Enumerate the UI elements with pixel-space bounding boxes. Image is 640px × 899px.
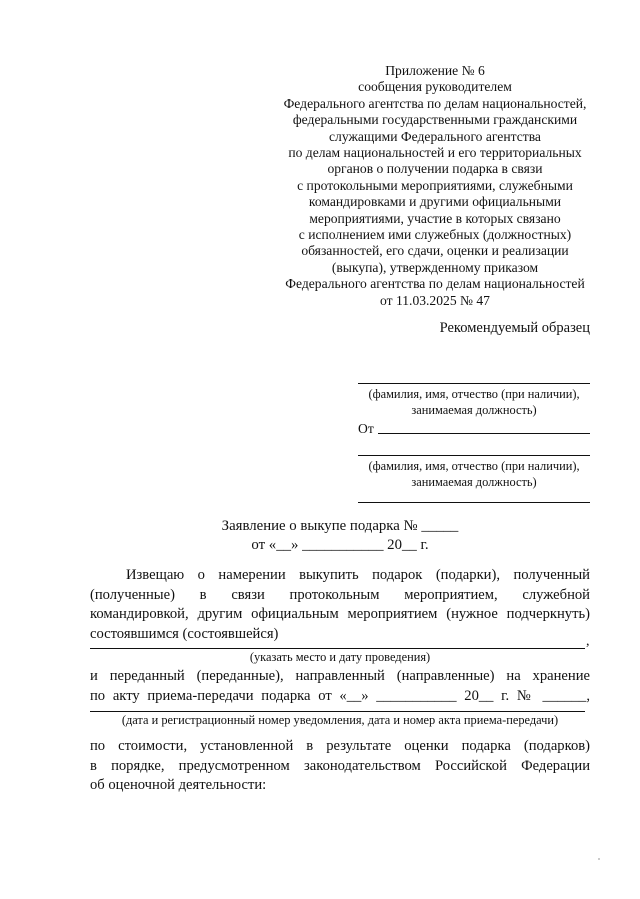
- place-fill-line: [90, 648, 585, 649]
- header-line: с протокольными мероприятиями, служебными: [297, 177, 573, 193]
- word: служебной: [522, 586, 590, 603]
- paragraph-line: состоявшимся (состоявшейся): [90, 625, 279, 642]
- paragraph-line: и переданный (переданные), направленный (направленные) на хранение: [90, 668, 590, 684]
- header-line: служащими Федерального агентства: [329, 128, 541, 144]
- header-line: федеральными государственными гражданскими: [292, 112, 578, 128]
- notice-caption: (дата и регистрационный номер уведомления, дата и номер акта приема-передачи): [121, 713, 559, 727]
- paragraph-intent: [90, 566, 590, 644]
- paragraph-transfer: [90, 667, 590, 706]
- word: мероприятием,: [404, 586, 498, 603]
- sample-label: Рекомендуемый образец: [439, 320, 590, 336]
- word: связи: [231, 586, 265, 603]
- paragraph-line: в порядке, предусмотренном законодательством Российской Федерации: [90, 757, 590, 774]
- paragraph-line: по стоимости, установленной в результате оценки подарка (подарков): [90, 738, 590, 754]
- header-line: по делам национальностей и его территориальных: [288, 145, 582, 161]
- paragraph-line: [90, 566, 590, 586]
- scan-speck: [598, 858, 600, 860]
- applicant-name-line: [358, 455, 590, 456]
- addressee-caption-2: занимаемая должность): [411, 403, 537, 417]
- word: в: [199, 586, 207, 603]
- paragraph-line: по акту приема-передачи подарка от «__» ___________ 20__ г. № ______,: [90, 687, 590, 704]
- notice-fill-line: [90, 711, 585, 712]
- header-line: обязанностей, его сдачи, оценки и реализации: [301, 243, 569, 259]
- header-line: Приложение № 6: [385, 63, 485, 78]
- word: протокольным: [289, 586, 380, 603]
- header-line: от 11.03.2025 № 47: [380, 292, 490, 308]
- addressee-name-line: [358, 383, 590, 384]
- applicant-caption-1: (фамилия, имя, отчество (при наличии),: [368, 459, 580, 473]
- comma: ,: [586, 634, 590, 649]
- statement-title: Заявление о выкупе подарка № _____: [221, 518, 459, 534]
- appendix-header: [270, 63, 600, 309]
- from-fill-line: [378, 433, 590, 434]
- header-line: с исполнением ими служебных (должностных): [298, 227, 572, 243]
- from-label: От: [358, 421, 374, 436]
- from-row: [358, 421, 590, 437]
- paragraph-valuation: [90, 737, 590, 796]
- paragraph-line: командировкой, другим официальным мероприятием (нужное подчеркнуть): [90, 606, 590, 622]
- statement-date: от «__» ___________ 20__ г.: [251, 537, 429, 553]
- paragraph-line-inner: [126, 566, 590, 586]
- word: (полученные): [90, 586, 175, 603]
- addressee-block: [358, 383, 590, 437]
- header-line: командировками и другими официальными: [308, 194, 562, 210]
- paragraph-text: Извещаю о намерении выкупить подарок (подарки), полученный: [126, 567, 590, 583]
- applicant-extra-line: [358, 502, 590, 503]
- applicant-caption-2: занимаемая должность): [411, 475, 537, 489]
- header-line: Федерального агентства по делам национальностей: [285, 276, 585, 292]
- header-line: сообщения руководителем: [358, 79, 512, 95]
- header-line: Федерального агентства по делам национальностей,: [283, 95, 587, 111]
- header-line: органов о получении подарка в связи: [327, 161, 543, 177]
- place-caption: (указать место и дату проведения): [249, 650, 431, 664]
- paragraph-line-words: [90, 586, 590, 606]
- header-line: (выкупа), утвержденному приказом: [331, 259, 539, 275]
- header-line: мероприятиями, участие в которых связано: [309, 210, 561, 226]
- addressee-caption-1: (фамилия, имя, отчество (при наличии),: [368, 387, 580, 401]
- applicant-block: [358, 455, 590, 503]
- paragraph-line: об оценочной деятельности:: [90, 777, 267, 793]
